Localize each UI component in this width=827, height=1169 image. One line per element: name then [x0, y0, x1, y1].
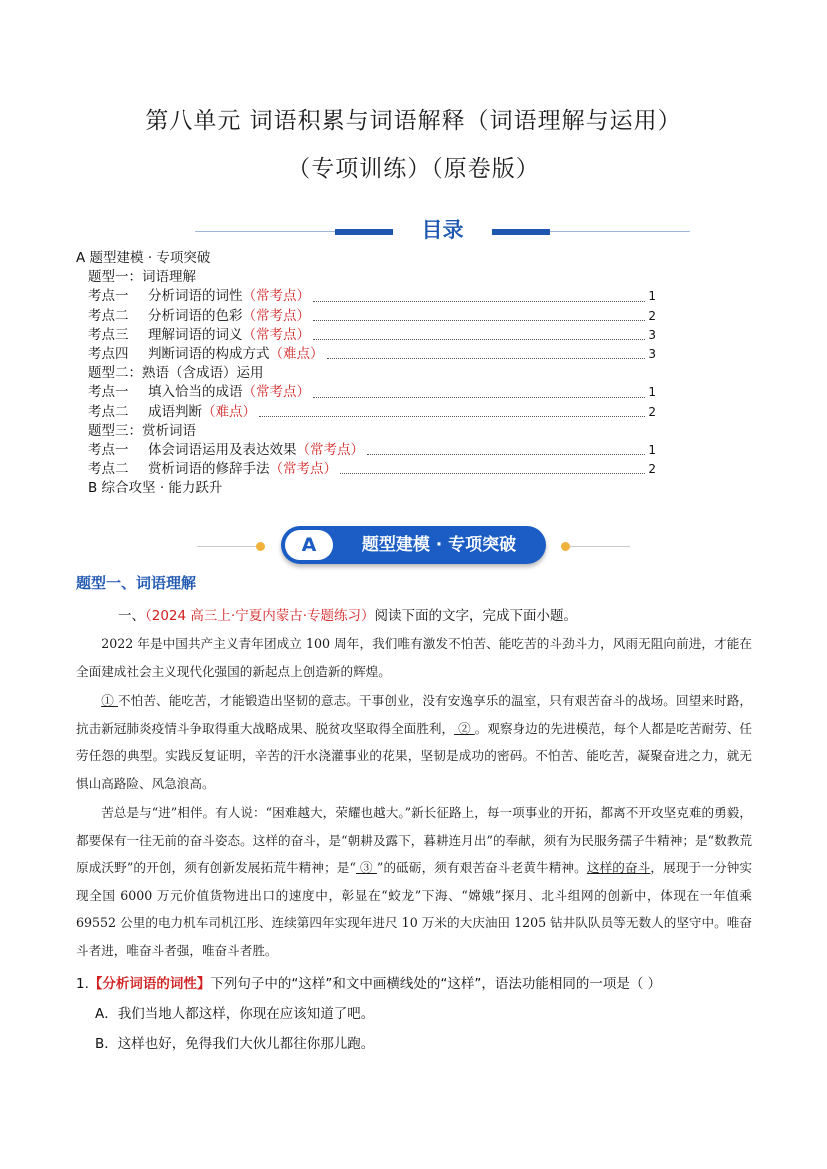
blank-1: ① [101, 693, 118, 708]
toc-entry[interactable] [76, 441, 656, 460]
option-b[interactable]: B．这样也好，免得我们大伙儿都往你那儿跑。 [95, 1036, 375, 1052]
toc-entry-tag: （难点） [202, 403, 256, 420]
toc-entry-kd: 考点二 [88, 461, 129, 478]
reading-passage [76, 630, 752, 966]
question-number: 1. [76, 976, 89, 992]
toc-entry-page: 1 [648, 289, 656, 304]
blank-2: ② [454, 720, 475, 736]
page-title: 第八单元 词语积累与词语解释（词语理解与运用） [145, 108, 682, 134]
toc-entry-kd: 考点一 [88, 384, 129, 401]
toc-heading-bar [195, 214, 690, 244]
toc-entry[interactable] [76, 460, 656, 479]
toc-entry-page: 1 [648, 442, 656, 457]
passage-paragraph-3: 苦总是与“进”相伴。有人说：“困难越大，荣耀也越大。”新长征路上，每一项事业的开拓，都离不开攻坚克难的勇毅，都要保有一往无前的奋斗姿态。这样的奋斗，是“朝耕及露下，暮耕连月出”的奉献，须有为民服务孺子牛精神；是“数教荒原成沃野”的开创，须有创新发展拓荒牛精神；是“ ③ ”的砥砺，须有艰苦奋斗老黄牛精神。这样的奋斗，展现于一分钟实现全国 6000 万元价值货物进出口的速度中，彰显在“蛟龙”下海、“嫦娥”探月、北斗组网的创新中，体现在一年值乘 69552 公里的电力机车司机江彤、连续第四年实现年进尺 10 万米的大庆油田 1205 钻井队队员等无数人的坚守中。唯奋斗者进，唯奋斗者强，唯奋斗者胜。 [76, 805, 752, 958]
toc-entry-tag: （难点） [269, 345, 324, 362]
toc-entry-text: 赏析词语的修辞手法 [148, 461, 270, 478]
question-intro [118, 604, 577, 624]
question-stem: 下列句子中的“这样”和文中画横线处的“这样”，语法功能相同的一项是（ ） [210, 976, 662, 992]
toc-entry-kd: 考点一 [88, 288, 129, 305]
page-subtitle: （专项训练）（原卷版） [287, 156, 540, 182]
toc-entry-tag: （常考点） [242, 384, 310, 401]
toc-entry-kd: 考点一 [88, 441, 129, 458]
toc-entry[interactable] [76, 287, 656, 306]
toc-entry-page: 3 [648, 327, 656, 342]
underlined-phrase: 这样的奋斗 [586, 860, 651, 875]
toc-entry-page: 2 [648, 308, 656, 323]
toc-entry-page: 2 [648, 404, 656, 419]
toc-entry[interactable] [76, 326, 656, 345]
toc-entry-text: 判断词语的构成方式 [148, 345, 270, 362]
toc-part-a[interactable]: A 题型建模 · 专项突破 [76, 250, 211, 266]
question-prefix: 一、 [118, 608, 145, 624]
section-letter-badge: A [285, 530, 333, 560]
question-source: （2024 高三上·宁夏内蒙古·专题练习） [145, 608, 375, 624]
blank-3: ③ [355, 860, 377, 875]
toc-entry-kd: 考点二 [88, 403, 129, 420]
toc-entry[interactable] [76, 307, 656, 326]
toc-entry-tag: （常考点） [296, 441, 364, 458]
toc-entry-text: 分析词语的词性 [148, 288, 243, 305]
question-1 [76, 972, 661, 992]
toc-entry-page: 2 [648, 462, 656, 477]
section-heading: 题型一、词语理解 [76, 574, 197, 592]
toc-entry[interactable] [76, 383, 656, 402]
toc-entry-text: 填入恰当的成语 [148, 384, 243, 401]
toc-entry-page: 3 [648, 346, 656, 361]
toc-entry-kd: 考点三 [88, 326, 129, 343]
toc-entry-tag: （常考点） [269, 461, 337, 478]
passage-paragraph-2: ① 不怕苦、能吃苦，才能锻造出坚韧的意志。干事创业，没有安逸享乐的温室，只有艰苦奋斗的战场。回望来时路，抗击新冠肺炎疫情斗争取得重大战略成果、脱贫攻坚取得全面胜利， ② 。观察身边的先进模范，每个人都是吃苦耐劳、任劳任怨的典型。实践反复证明，辛苦的汗水浇灌事业的花果，坚韧是成功的密码。不怕苦、能吃苦，凝聚奋进之力，就无惧山高路险、风急浪高。 [76, 693, 753, 791]
table-of-contents [76, 249, 656, 498]
toc-entry-tag: （常考点） [242, 288, 310, 305]
toc-type-label[interactable]: 题型三：赏析词语 [88, 422, 196, 439]
toc-entry-kd: 考点四 [88, 345, 129, 362]
toc-heading: 目录 [421, 218, 464, 242]
toc-entry[interactable] [76, 345, 656, 364]
toc-entry-tag: （常考点） [242, 326, 310, 343]
section-banner [0, 526, 827, 566]
section-banner-text: 题型建模 · 专项突破 [361, 535, 517, 555]
toc-entry-tag: （常考点） [242, 307, 310, 324]
question-instruction: 阅读下面的文字，完成下面小题。 [374, 608, 577, 624]
toc-entry-text: 理解词语的词义 [148, 326, 243, 343]
toc-type-label[interactable]: 题型二：熟语（含成语）运用 [88, 365, 264, 382]
toc-entry-page: 1 [648, 385, 656, 400]
passage-paragraph-1: 2022 年是中国共产主义青年团成立 100 周年，我们唯有激发不怕苦、能吃苦的斗劲斗力，风雨无阻向前进，才能在全面建成社会主义现代化强国的新起点上创造新的辉煌。 [76, 636, 752, 679]
toc-entry-text: 体会词语运用及表达效果 [148, 441, 297, 458]
toc-type-label[interactable]: 题型一：词语理解 [88, 269, 196, 286]
toc-part-b[interactable]: B 综合攻坚 · 能力跃升 [88, 480, 223, 497]
toc-entry-kd: 考点二 [88, 307, 129, 324]
toc-entry-text: 成语判断 [148, 403, 202, 420]
question-tag: 【分析词语的词性】 [88, 976, 211, 992]
toc-entry[interactable] [76, 403, 656, 422]
toc-entry-text: 分析词语的色彩 [148, 307, 243, 324]
option-a[interactable]: A．我们当地人都这样，你现在应该知道了吧。 [95, 1006, 375, 1022]
section-banner-pill [281, 526, 546, 564]
